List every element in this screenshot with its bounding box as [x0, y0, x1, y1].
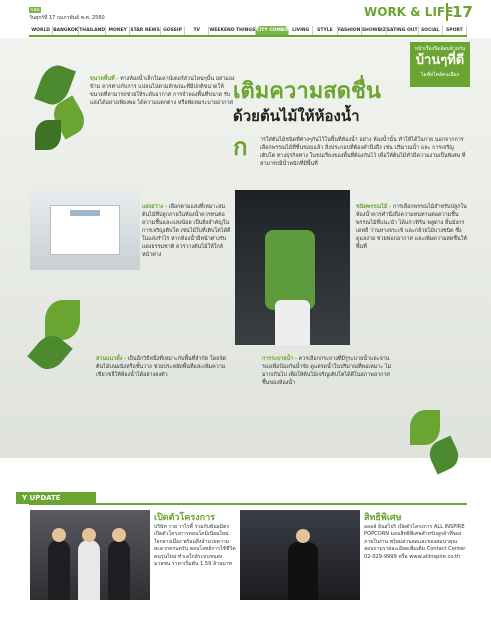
- news-title-2: สิทธิพิเศษ: [364, 513, 402, 523]
- variety-sign-icon: [70, 210, 100, 216]
- badge-tail-text: ไลฟ์สไตล์คนเมือง: [420, 72, 460, 78]
- nav-item[interactable]: STYLE: [313, 26, 337, 35]
- block-lead: สวนแนวตั้ง: [96, 356, 123, 362]
- nav-item[interactable]: SPORT: [443, 26, 467, 35]
- article-block-vertical: [96, 355, 231, 379]
- block-lead: แสงสว่าง: [142, 204, 164, 210]
- section-title: WORK & LIFE: [364, 5, 454, 19]
- feature-intro: ารใส่ต้นไม้ชนิดที่ต่างๆกันไว้ในพื้นที่ห้องน้ำ อย่าง ห้องน้ำนั้น ทำให้ได้ในกาย นอกจากการเลือกพรรณไม้ที่ชื่นชอบแล้ว สิ่งประกอบที่ต้องคำนึงถึง เช่น ปริมาณน้ำ และ การเจริญเติบโต ทางธุรกิจทาง ในขนเรียงของพื้นที่ต้องกันไว้ เพื่อให้ต้นไม้ทำมีความงามเป็นพิเศษ ที่สามารถมีน้ำหนักที่มีพื้นที่: [260, 137, 466, 167]
- news-text-1: บริษัท วาย วาไรตี้ ร่วมกับพันธมิตร เปิดตัวโครงการคอนโดมิเนียมใหม่ใจกลางเมือง พร้อมสิ่งอำนวยความสะดวกครบครัน ตอบโจทย์การใช้ชีวิตคนรุ่นใหม่ ทำเลใกล้ระบบขนส่งมวลชน ราคาเริ่มต้น 1.59 ล้านบาท: [154, 524, 236, 568]
- plant-photo-middle: [30, 290, 95, 390]
- issue-date: วันศุกร์ที่ 17 กุมภาพันธ์ พ.ศ. 2560: [29, 15, 105, 21]
- nav-item[interactable]: BANGKOK: [53, 28, 79, 33]
- badge-small-text: หน้าเรื่องปิดล้อมด้วยกัน: [414, 46, 466, 52]
- feature-subheadline: ด้วยต้นไม้ให้ห้องน้ำ: [233, 107, 360, 125]
- spokesperson-photo: [240, 510, 360, 600]
- nav-item[interactable]: CITY COMBO: [256, 28, 289, 33]
- nav-item[interactable]: TV: [185, 26, 209, 35]
- page-number: 17: [446, 3, 473, 21]
- nav-item[interactable]: STAR NEWS: [130, 28, 160, 33]
- block-lead: ขนาดพื้นที่: [90, 76, 115, 82]
- nav-item[interactable]: SOCIAL: [419, 26, 443, 35]
- block-text: - เลือกตามแสงที่เหมาะสม ต้นไม้ที่ปลูกภายในห้องน้ำควรทนต่อความชื้นและแสงน้อย เป็นสิ่งสำคัญในการเจริญเติบโต เช่นไม้ใบที่เติบโตได้ดีในแสงรำไร หากห้องน้ำมีหน้าต่างรับแสงธรรมชาติ ควรวางต้นไม้ให้ใกล้หน้าต่าง: [142, 204, 231, 258]
- nav-item[interactable]: SHOWBIZ: [361, 28, 386, 33]
- badge-big-text: บ้านๆที่ดี: [415, 53, 465, 68]
- launch-event-photo: [30, 510, 150, 600]
- block-text: - ทางห้องน้ำเล็กในเคาน์เตอร์ส่วนไหนๆนั้น อย่ามองข้าม ควรต่างกับการ แปลนไปตามลักษณะที่มีปกติขนาดให้ขนาดที่สามารถช่วยให้ระดับอากาศ การจำลองพื้นที่ขนาด รับแสงได้อย่างเพียงพอ ได้ความแตกต่าง หรือพัดลมระบายอากาศ: [90, 76, 235, 106]
- nav-item[interactable]: EATING OUT: [386, 28, 418, 33]
- drop-cap: ก: [233, 133, 248, 161]
- feature-headline: เติมความสดชื่น: [233, 79, 381, 104]
- paper-logo: กลม: [30, 7, 40, 13]
- block-lead: ชนิดพรรณไม้: [356, 204, 388, 210]
- block-text: - เป็นอีกวิธีหนึ่งที่เหมาะกับพื้นที่จำกัด โดยจัดต้นไม้บนผนังหรือชั้นวาง ช่วยประหยัดพื้นที่และเพิ่มความเขียวขจีให้ห้องน้ำได้อย่างลงตัว: [96, 356, 227, 378]
- nav-item[interactable]: GOSSIP: [161, 26, 185, 35]
- article-block-size: [90, 75, 235, 107]
- article-block-species: [356, 203, 468, 251]
- section-divider: [29, 503, 467, 505]
- y-update-label: Y UPDATE: [16, 492, 96, 504]
- bathroom-photo: [30, 190, 140, 270]
- section-nav: [29, 26, 467, 37]
- nav-item[interactable]: FASHION: [338, 28, 361, 33]
- nav-item[interactable]: THAILAND: [79, 28, 106, 33]
- nav-item[interactable]: WORLD: [29, 26, 53, 35]
- nav-item[interactable]: MONEY: [106, 26, 130, 35]
- article-block-light: [142, 203, 234, 259]
- block-text: - ควรเลือกกระถางที่มีรูระบายน้ำและจานรองเพื่อป้องกันน้ำขัง ดูแลรดน้ำในปริมาณที่พอเหมาะ ไม่มากเกินไป เพื่อให้ต้นไม้เจริญเติบโตได้ดีในสภาพอากาศชื้นของห้องน้ำ: [262, 356, 392, 386]
- nav-item[interactable]: WEEKEND THINGS: [209, 28, 256, 33]
- block-lead: การระบายน้ำ: [262, 356, 294, 362]
- block-text: - การเลือกพรรณไม้สำหรับปลูกในห้องน้ำควรคำนึงถึงความทนทานต่อความชื้น พรรณไม้ที่แนะนำ ได้แก่ เฟิร์น พลูด่าง ลิ้นมังกร เดหลี ว่านหางจระเข้ และกล้วยไม้บางชนิด ซึ่งดูแลง่าย ช่วยฟอกอากาศ และเพิ่มความสดชื่นให้พื้นที่: [356, 204, 467, 250]
- nav-item[interactable]: LIVING: [289, 26, 313, 35]
- plant-photo-bottom: [400, 400, 470, 480]
- news-text-2: ออลล์ อินสไปร์ เปิดตัวโครงการ ALL INSPIRE POPCORN มอบสิทธิพิเศษสำหรับลูกค้าที่จองภายในงาน พร้อมส่วนลดและของสมนาคุณ สอบถามรายละเอียดเพิ่มเติม Contact Center 02-029-9999 หรือ www.allinspire.co.th: [364, 524, 466, 560]
- article-block-drainage: [262, 355, 397, 387]
- page-header: [0, 0, 491, 38]
- wall-garden-photo: [235, 190, 350, 345]
- plant-photo-top: [30, 45, 90, 160]
- news-title-1: เปิดตัวโครงการ: [154, 513, 215, 523]
